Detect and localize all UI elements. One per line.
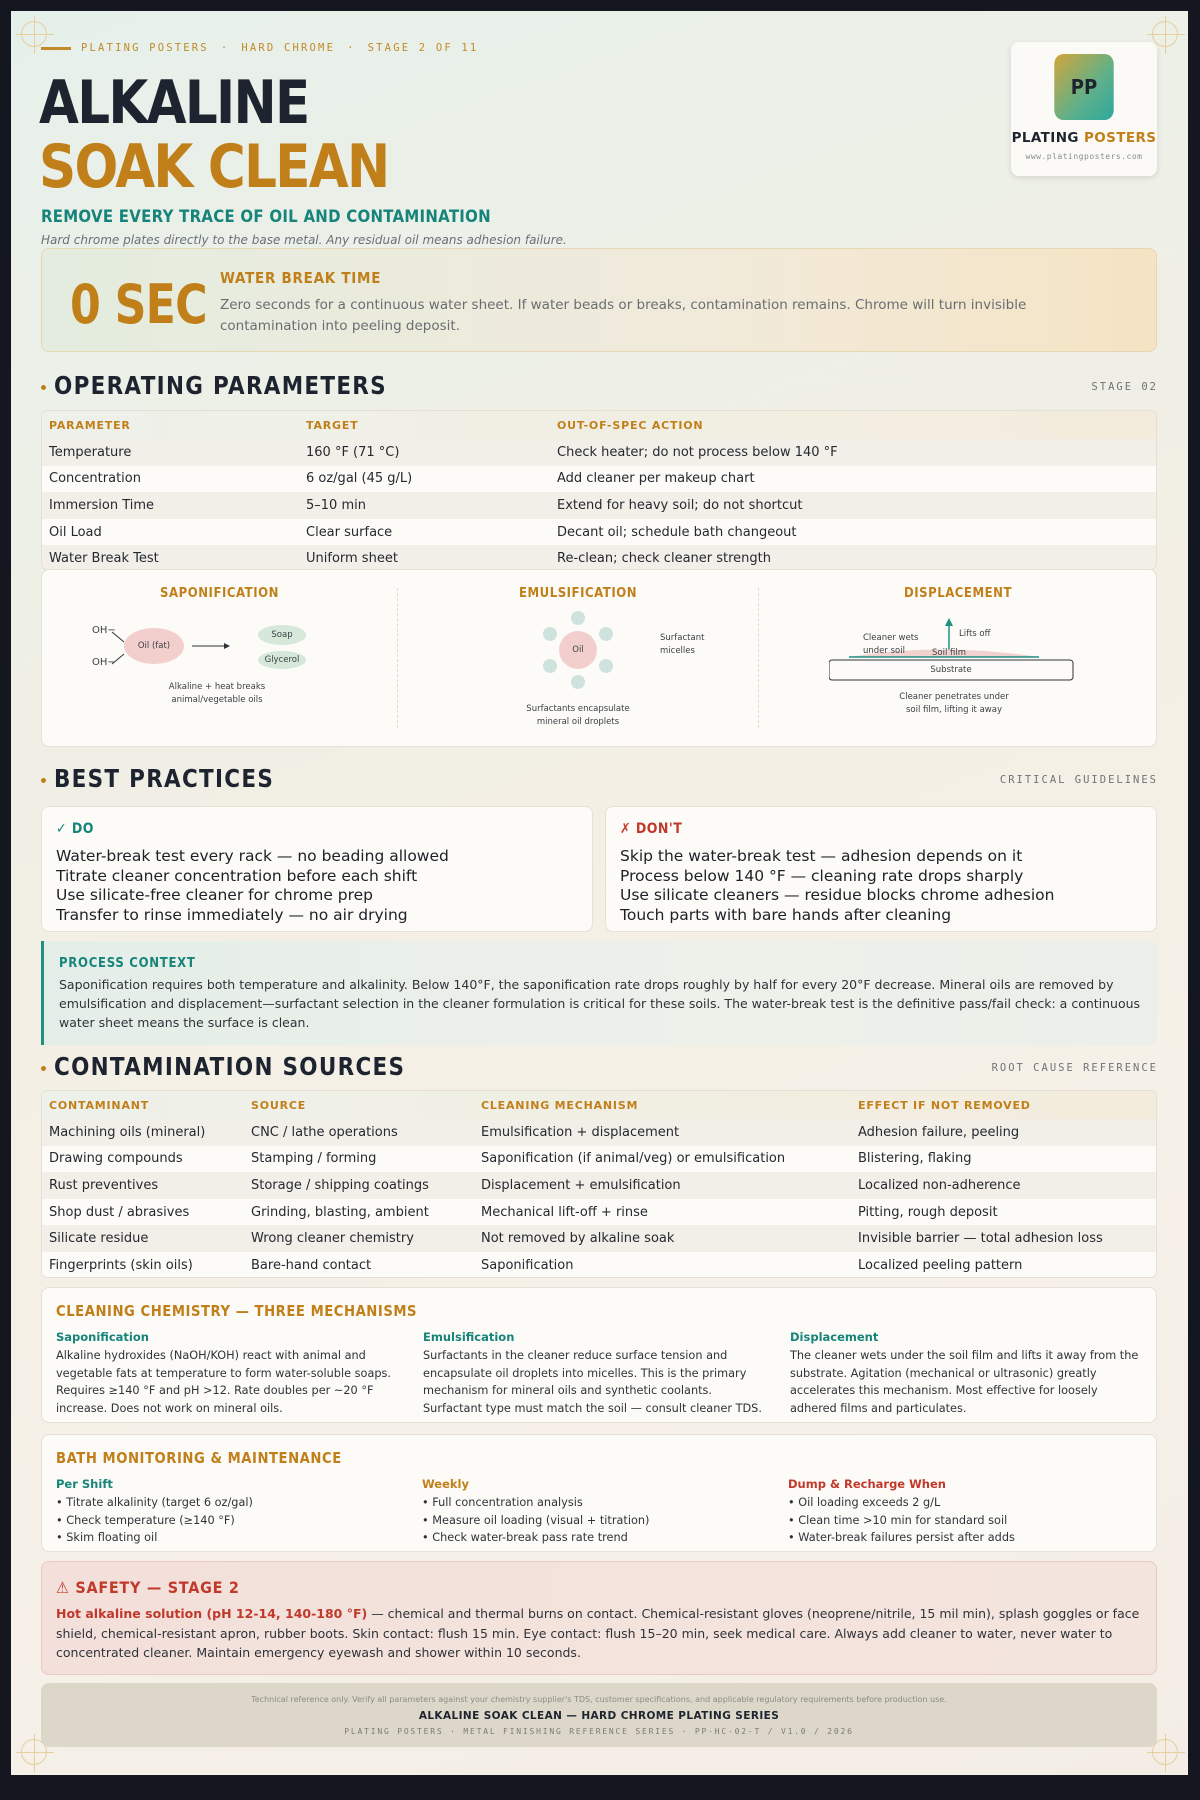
monitoring-list (56, 1494, 406, 1547)
do-list (56, 847, 449, 925)
monitoring-list (422, 1494, 772, 1547)
list-item: Use silicate-free cleaner for chrome prep (56, 886, 374, 904)
do-title: ✓ DO (56, 821, 94, 837)
table-cell: Pitting, rough deposit (858, 1204, 998, 1220)
process-context-body: Saponification requires both temperature and alkalinity. Below 140°F, the saponification rate drops roughly by half for every 20°F decrease. Mineral oils are removed by emulsification and displacement—surfactant selection in the cleaner formulation is critical for these soils. The water-break test is the definitive pass/fail check: a continuous water sheet means the surface is clean. (59, 977, 1141, 1030)
monitoring-column (56, 1477, 406, 1547)
list-item: Water-break test every rack — no beading allowed (56, 847, 449, 865)
kicker-series: HARD CHROME (241, 42, 336, 54)
kicker-stage: STAGE 2 OF 11 (367, 42, 479, 54)
brand-name (1011, 130, 1157, 146)
table-cell: Mechanical lift-off + rinse (481, 1204, 648, 1220)
monitoring-column-title: Weekly (422, 1477, 469, 1491)
water-break-value: 0 SEC (70, 273, 207, 336)
emulsification-caption (496, 703, 660, 729)
page-title-line1: ALKALINE (39, 68, 309, 138)
footer-title: ALKALINE SOAK CLEAN — HARD CHROME PLATING SERIES (418, 1710, 780, 1722)
table-cell: Blistering, flaking (858, 1151, 972, 1167)
table-row (42, 439, 1156, 466)
table-cell: Clear surface (306, 524, 393, 540)
list-item: Skip the water-break test — adhesion depends on it (620, 847, 1023, 865)
table-cell: Machining oils (mineral) (49, 1124, 206, 1140)
contamination-tag: ROOT CAUSE REFERENCE (991, 1062, 1158, 1074)
table-cell: Saponification (481, 1257, 574, 1273)
water-break-body: Zero seconds for a continuous water sheet. If water beads or breaks, contamination remains. Chrome will turn invisible contamination into peeling deposit. (220, 297, 1027, 334)
water-break-callout (41, 248, 1157, 352)
table-header-cell: TARGET (306, 418, 359, 432)
table-cell: Not removed by alkaline soak (481, 1231, 675, 1247)
list-item: • Titrate alkalinity (target 6 oz/gal) (56, 1496, 253, 1509)
table-cell: Fingerprints (skin oils) (49, 1257, 193, 1273)
table-cell: Uniform sheet (306, 551, 398, 567)
emulsification-caption-line1: Surfactants encapsulate (526, 704, 630, 714)
table-header-cell: PARAMETER (49, 418, 131, 432)
practices-title: BEST PRACTICES (54, 764, 275, 793)
operating-section-heading (41, 371, 441, 400)
list-item: • Check temperature (≥140 °F) (56, 1513, 235, 1527)
contamination-title: CONTAMINATION SOURCES (54, 1052, 406, 1081)
chemistry-column-body: The cleaner wets under the soil film and lifts it away from the substrate. Agitation (mechanical or ultrasonic) greatly accelerates this mechanism. Most effective for loosely adhered films and particulates. (790, 1349, 1139, 1415)
table-row (42, 1199, 1156, 1226)
emulsification-micelle-line2: micelles (660, 646, 695, 656)
saponification-caption-line1: Alkaline + heat breaks (168, 682, 266, 692)
emulsification-title: EMULSIFICATION (518, 586, 638, 601)
table-header (42, 411, 1156, 439)
monitoring-column-title: Per Shift (56, 1477, 113, 1491)
section-bullet (41, 385, 46, 390)
table-row (42, 519, 1156, 546)
list-item: • Measure oil loading (visual + titration) (422, 1513, 650, 1527)
saponification-soap-label: Soap (271, 630, 293, 640)
monitoring-column (788, 1477, 1138, 1547)
table-header (42, 1091, 1156, 1119)
table-cell: Adhesion failure, peeling (858, 1124, 1020, 1140)
table-row (42, 1146, 1156, 1173)
list-item: • Full concentration analysis (422, 1496, 583, 1509)
list-item: • Water-break failures persist after adds (788, 1531, 1015, 1544)
displacement-lifts-label: Lifts off (959, 629, 991, 639)
brand-logo-card (1011, 42, 1157, 176)
chemistry-title: CLEANING CHEMISTRY — THREE MECHANISMS (56, 1302, 418, 1320)
operating-table (41, 410, 1157, 570)
saponification-oh-top: OH− (92, 625, 116, 636)
table-cell: Shop dust / abrasives (49, 1204, 190, 1220)
list-item: Transfer to rinse immediately — no air drying (56, 905, 408, 924)
table-cell: Extend for heavy soil; do not shortcut (557, 497, 803, 513)
displacement-caption (869, 691, 1039, 717)
brand-name-part1: PLATING (1011, 130, 1079, 146)
operating-tag: STAGE 02 (1091, 381, 1158, 393)
displacement-diagram (759, 570, 1157, 748)
displacement-wets-line1: Cleaner wets (863, 633, 919, 643)
list-item: Touch parts with bare hands after cleaning (620, 905, 952, 924)
table-cell: Invisible barrier — total adhesion loss (858, 1231, 1103, 1247)
page-subtitle: REMOVE EVERY TRACE OF OIL AND CONTAMINATION (41, 207, 491, 227)
table-header-cell: OUT-OF-SPEC ACTION (557, 418, 704, 432)
table-cell: Bare-hand contact (251, 1257, 372, 1273)
table-cell: Oil Load (49, 524, 102, 540)
saponification-title: SAPONIFICATION (160, 586, 279, 601)
process-context-title: PROCESS CONTEXT (59, 956, 196, 971)
page-title-line2: SOAK CLEAN (39, 132, 389, 202)
table-cell: Emulsification + displacement (481, 1124, 680, 1140)
saponification-oil-label: Oil (fat) (137, 641, 171, 651)
list-item: Titrate cleaner concentration before each shift (56, 866, 418, 885)
table-row (42, 1172, 1156, 1199)
footer-series: PLATING POSTERS · METAL FINISHING REFERENCE SERIES · PP-HC-02-T / V1.0 / 2026 (344, 1727, 854, 1736)
dont-card (605, 806, 1157, 932)
chemistry-column (790, 1330, 1140, 1417)
displacement-title: DISPLACEMENT (903, 586, 1013, 601)
chemistry-column-title: Emulsification (423, 1330, 515, 1344)
chemistry-card (41, 1287, 1157, 1423)
monitoring-column (422, 1477, 772, 1547)
emulsification-diagram (398, 570, 758, 748)
safety-title: ⚠ SAFETY — STAGE 2 (56, 1578, 240, 1597)
table-cell: Stamping / forming (251, 1151, 377, 1167)
monitoring-column-title: Dump & Recharge When (788, 1477, 946, 1491)
table-cell: 160 °F (71 °C) (306, 444, 400, 460)
mechanisms-diagram-card (41, 569, 1157, 747)
table-cell: Drawing compounds (49, 1151, 183, 1167)
table-cell: Temperature (49, 444, 132, 460)
table-row (42, 492, 1156, 519)
table-cell: 6 oz/gal (45 g/L) (306, 471, 413, 487)
displacement-substrate-label: Substrate (930, 665, 972, 675)
brand-logo-icon: PP (1054, 54, 1113, 120)
list-item: Use silicate cleaners — residue blocks chrome adhesion (620, 886, 1055, 904)
chemistry-column-body: Surfactants in the cleaner reduce surface tension and encapsulate oil droplets into micelles. This is the primary mechanism for mineral oils and synthetic coolants. Surfactant type must match the soil — consult cleaner TDS. (423, 1349, 762, 1415)
practices-tag: CRITICAL GUIDELINES (999, 774, 1158, 786)
kicker-brand: PLATING POSTERS (81, 42, 209, 54)
safety-body (56, 1604, 1146, 1663)
contamination-section-heading (41, 1052, 462, 1081)
water-break-heading: WATER BREAK TIME (220, 269, 382, 287)
table-row (42, 545, 1156, 570)
list-item: • Clean time >10 min for standard soil (788, 1513, 1008, 1527)
table-cell: CNC / lathe operations (251, 1124, 398, 1140)
chemistry-column (423, 1330, 773, 1417)
chemistry-column-title: Displacement (790, 1330, 879, 1344)
monitoring-title: BATH MONITORING & MAINTENANCE (56, 1449, 342, 1467)
table-cell: Immersion Time (49, 497, 155, 513)
table-cell: Water Break Test (49, 551, 159, 567)
table-cell: Displacement + emulsification (481, 1177, 681, 1193)
saponification-icon (82, 618, 352, 688)
table-cell: Localized peeling pattern (858, 1257, 1023, 1273)
section-bullet (41, 1066, 46, 1071)
emulsification-caption-line2: mineral oil droplets (536, 717, 620, 727)
operating-title: OPERATING PARAMETERS (54, 371, 387, 400)
kicker-bar (41, 47, 71, 50)
table-cell: Wrong cleaner chemistry (251, 1231, 414, 1247)
section-bullet (41, 778, 46, 783)
brand-name-part2: POSTERS (1083, 130, 1157, 146)
table-cell: Check heater; do not process below 140 °F (557, 444, 838, 460)
table-cell: Storage / shipping coatings (251, 1177, 429, 1193)
corner-crosshair-icon (1152, 21, 1178, 47)
practices-section-heading (41, 764, 310, 793)
process-context (41, 941, 1157, 1045)
table-cell: Saponification (if animal/veg) or emulsification (481, 1151, 786, 1167)
saponification-glycerol-label: Glycerol (264, 655, 300, 665)
list-item: • Skim floating oil (56, 1531, 158, 1544)
footer (41, 1683, 1157, 1747)
list-item: • Oil loading exceeds 2 g/L (788, 1496, 941, 1509)
table-cell: Grinding, blasting, ambient (251, 1204, 429, 1220)
list-item: Process below 140 °F — cleaning rate drops sharply (620, 866, 1024, 885)
table-row (42, 1252, 1156, 1278)
chemistry-column-body: Alkaline hydroxides (NaOH/KOH) react with animal and vegetable fats at temperature to form water-soluble soaps. Requires ≥140 °F and pH >12. Rate doubles per ~20 °F increase. Does not work on mineral oils. (56, 1349, 392, 1415)
table-row (42, 1225, 1156, 1252)
do-card (41, 806, 593, 932)
table-cell: Silicate residue (49, 1231, 149, 1247)
saponification-caption (142, 681, 292, 707)
footer-disclaimer: Technical reference only. Verify all parameters against your chemistry supplier's TDS, customer specifications, and applicable regulatory requirements before production use. (251, 1695, 947, 1704)
monitoring-card (41, 1434, 1157, 1552)
chemistry-column (56, 1330, 406, 1417)
dont-list (620, 847, 1054, 925)
saponification-diagram (42, 570, 397, 748)
kicker-separator: · (220, 42, 230, 54)
dont-title: ✗ DON'T (620, 821, 683, 837)
table-cell: Add cleaner per makeup chart (557, 471, 755, 487)
table-cell: Rust preventives (49, 1177, 159, 1193)
saponification-caption-line2: animal/vegetable oils (171, 695, 263, 705)
table-row (42, 1119, 1156, 1146)
displacement-caption-line2: soil film, lifting it away (906, 705, 1002, 715)
table-row (42, 466, 1156, 493)
table-cell: 5–10 min (306, 497, 366, 513)
displacement-wets-line2: under soil (863, 646, 905, 656)
saponification-oh-bottom: OH− (92, 657, 116, 668)
table-header-cell: EFFECT IF NOT REMOVED (858, 1098, 1031, 1112)
emulsification-oil-label: Oil (572, 645, 584, 655)
poster (11, 11, 1188, 1775)
safety-panel (41, 1561, 1157, 1675)
safety-text: — chemical and thermal burns on contact. Chemical-resistant gloves (neoprene/nitrile, 15 mil min), splash goggles or face shield, chemical-resistant apron, rubber boots. Skin contact: flush 15 min. Eye contact: flush 15–20 min, seek medical care. Always add cleaner to water, never water to concentrated cleaner. Maintain emergency eyewash and shower within 10 seconds. (56, 1606, 1140, 1660)
table-header-cell: SOURCE (251, 1098, 307, 1112)
displacement-caption-line1: Cleaner penetrates under (899, 692, 1009, 702)
contamination-table (41, 1090, 1157, 1278)
chemistry-column-title: Saponification (56, 1330, 149, 1344)
brand-url: www.platingposters.com (1025, 152, 1143, 161)
page-tagline: Hard chrome plates directly to the base metal. Any residual oil means adhesion failure. (41, 233, 567, 247)
kicker (41, 42, 478, 54)
list-item: • Check water-break pass rate trend (422, 1531, 628, 1544)
safety-highlight: Hot alkaline solution (pH 12-14, 140-180 °F) (56, 1606, 368, 1621)
monitoring-list (788, 1494, 1138, 1547)
displacement-film-label: Soil film (931, 648, 967, 658)
table-header-cell: CLEANING MECHANISM (481, 1098, 639, 1112)
table-cell: Decant oil; schedule bath changeout (557, 524, 797, 540)
table-cell: Localized non-adherence (858, 1177, 1021, 1193)
emulsification-micelle-line1: Surfactant (660, 633, 705, 643)
kicker-separator: · (347, 42, 356, 54)
emulsification-micelle-label (660, 632, 730, 658)
table-header-cell: CONTAMINANT (49, 1098, 150, 1112)
table-cell: Concentration (49, 471, 141, 487)
table-cell: Re-clean; check cleaner strength (557, 551, 771, 567)
